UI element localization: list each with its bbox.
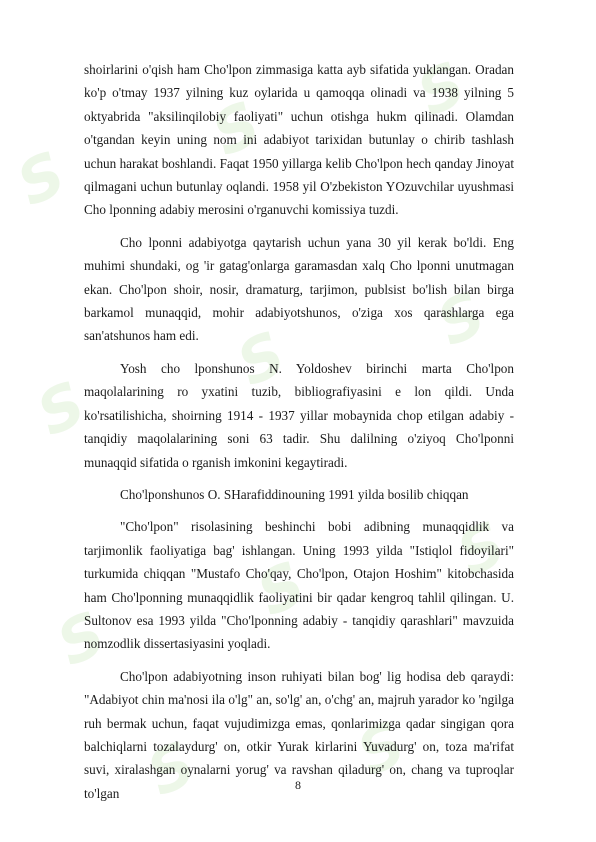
- svg-text:S: S: [347, 708, 416, 791]
- page-number: 8: [295, 778, 301, 792]
- svg-text:S: S: [137, 728, 206, 811]
- svg-text:S: S: [202, 88, 271, 171]
- svg-text:S: S: [427, 278, 496, 361]
- svg-text:S: S: [247, 548, 316, 631]
- paragraph: Yosh cho lponshunos N. Yoldoshev birinchi marta Cho'lpon maqolalarining ro yxatini tuzib, bibliografiyasini e lon qildi. Unda ko'rsatilishicha, shoirning 1914 - 1937 yillar mobaynida chop etilgan adabiy - tanqidiy maqolalarining soni 63 tadir. Shu dalilning o'ziyoq Cho'lponni munaqqid sifatida o rganish imkonini kegaytiradi.: [84, 360, 514, 470]
- svg-text:S: S: [407, 48, 476, 131]
- paragraph: shoirlarini o'qish ham Cho'lpon zimmasiga katta ayb sifatida yuklangan. Oradan ko'p o'tmay 1937 yilning kuz oylarida u qamoqqa olinadi va 1938 yilning 5 oktyabrida "aksilinqilobiy faoliyati" uchun otishga hukm qilinadi. Olamdan o'tgandan keyin uning nom ini adabiyot tarixidan butunlay o chirib tashlash uchun harakat boshlandi. Faqat 1950 yillarga kelib Cho'lpon hech qanday Jinoyat qilmagani uchun butunlay oqlandi. 1958 yil O'zbekiston YOzuvchilar uyushmasi Cho lponning adabiy merosini o'rganuvchi komissiya tuzdi.: [84, 62, 514, 218]
- svg-text:S: S: [227, 318, 296, 401]
- paragraph: Cho'lponshunos O. SHarafiddinouning 1991 yilda bosilib chiqqan: [120, 486, 469, 502]
- svg-text:S: S: [7, 138, 76, 221]
- body-text: [84, 58, 514, 814]
- svg-text:S: S: [447, 508, 516, 591]
- paragraph: "Cho'lpon" risolasining beshinchi bobi adibning munaqqidlik va tarjimonlik faoliyatiga bag' ishlangan. Uning 1993 yilda "Istiqlol fidoyilari" turkumida chiqqan "Mustafo Cho'qay, Cho'lpon, Otajon Hoshim" kitobchasida ham Cho'lponning munaqqidlik faoliyatini bir qadar kengroq tahlil qilingan. U. Sultonov esa 1993 yilda "Cho'lponning adabiy - tanqidiy qarashlari" mavzuida nomzodlik dissertasiyasini yoqladi.: [84, 519, 514, 652]
- paragraph: Cho'lpon adabiyotning inson ruhiyati bilan bog' lig hodisa deb qaraydi: "Adabiyot chin ma'nosi ila o'lg" an, so'lg' an, o'chg' an, majruh yarador ko 'ngilga ruh bermak uchun, faqat vujudimizga emas, qonlarimizga qadar singigan qora balchiqlarni tozalaydurg' on, otkir Yurak kirlarini Yuvadurg' on, toza ma'rifat suvi, xiralashgan oynalarni yorug' va ravshan qiladurg' on, chang va tuproqlar to'lgan: [84, 668, 514, 801]
- svg-text:S: S: [27, 368, 96, 451]
- svg-text:S: S: [47, 598, 116, 681]
- paragraph: Cho lponni adabiyotga qaytarish uchun yana 30 yil kerak bo'ldi. Eng muhimi shundaki, og 'ir gatag'onlarga garamasdan xalq Cho lponni unutmagan ekan. Cho'lpon shoir, nosir, dramaturg, tarjimon, publsist bo'lish bilan birga barkamol munaqqid, mohir adabiyotshunos, o'ziga xos qarashlarga ega san'atshunos ham edi.: [84, 234, 514, 344]
